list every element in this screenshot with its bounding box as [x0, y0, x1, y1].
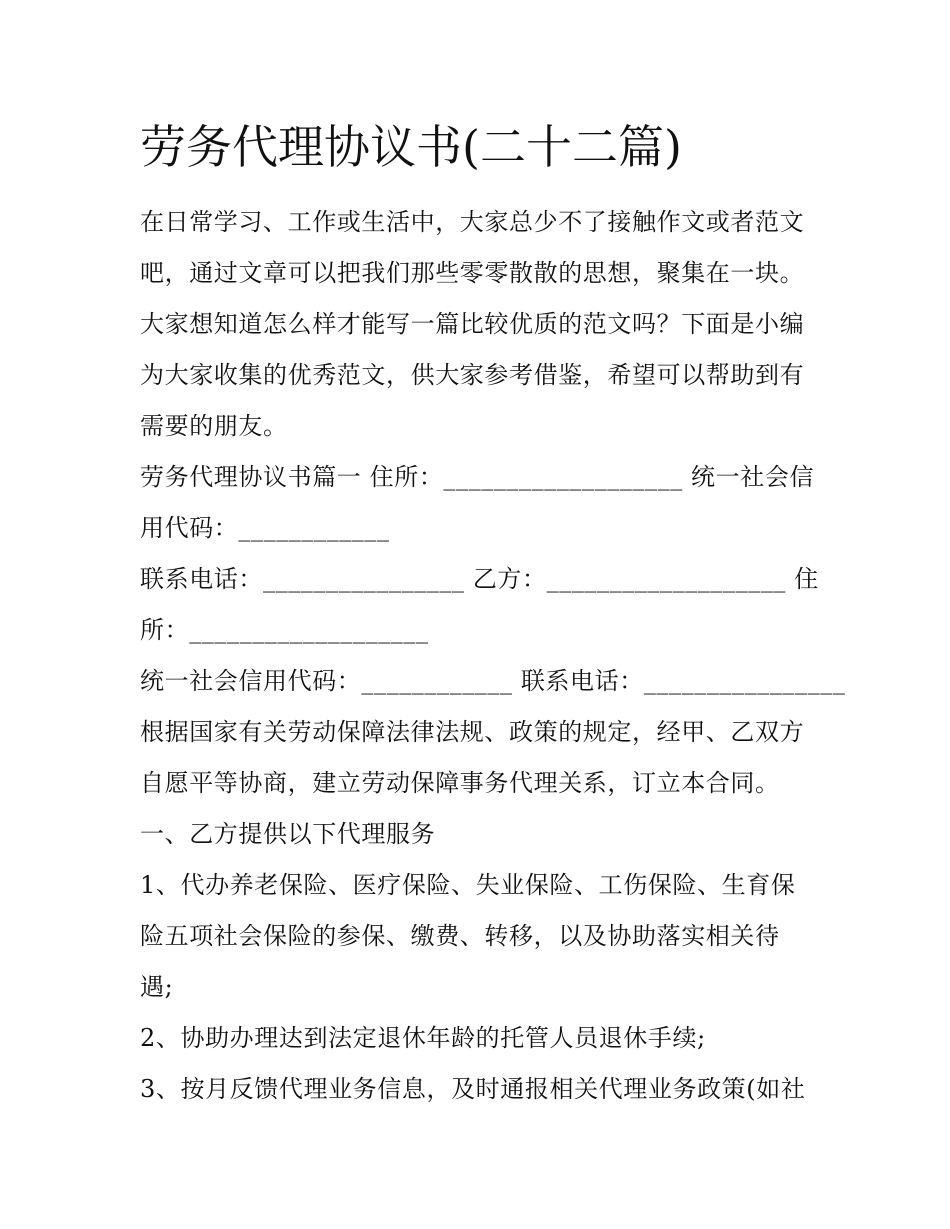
body-line: 需要的朋友。: [140, 412, 288, 440]
body-line: 根据国家有关劳动保障法律法规、政策的规定，经甲、乙双方: [140, 718, 805, 746]
body-line: 大家想知道怎么样才能写一篇比较优质的范文吗？下面是小编: [140, 310, 805, 338]
body-line: 劳务代理协议书篇一 住所：___________________ 统一社会信: [140, 463, 815, 491]
body-line: 自愿平等协商，建立劳动保障事务代理关系，订立本合同。: [140, 769, 780, 797]
body-line: 1、代办养老保险、医疗保险、失业保险、工伤保险、生育保: [140, 871, 796, 899]
body-line: 吧，通过文章可以把我们那些零零散散的思想，聚集在一块。: [140, 259, 805, 287]
body-line: 用代码：____________: [140, 514, 390, 542]
document-title: 劳务代理协议书(二十二篇): [140, 120, 682, 174]
body-line: 联系电话：________________ 乙方：___________________ 住: [140, 565, 819, 593]
body-line: 为大家收集的优秀范文，供大家参考借鉴，希望可以帮助到有: [140, 361, 805, 389]
body-line: 遇;: [140, 973, 174, 1001]
body-line: 3、按月反馈代理业务信息，及时通报相关代理业务政策(如社: [140, 1075, 806, 1103]
body-line: 统一社会信用代码：____________ 联系电话：________________: [140, 667, 846, 695]
body-line: 2、协助办理达到法定退休年龄的托管人员退休手续;: [140, 1024, 706, 1052]
section-heading: 一、乙方提供以下代理服务: [140, 820, 436, 848]
body-line: 在日常学习、工作或生活中，大家总少不了接触作文或者范文: [140, 208, 805, 236]
document-body: [140, 197, 846, 1115]
body-line: 所：___________________: [140, 616, 429, 644]
body-line: 险五项社会保险的参保、缴费、转移，以及协助落实相关待: [140, 922, 780, 950]
